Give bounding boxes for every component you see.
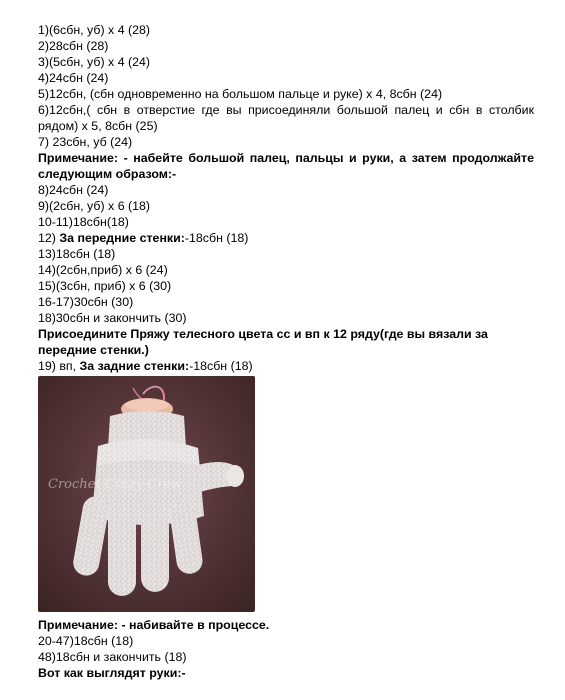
row-20-47: 20-47)18сбн (18) <box>38 634 134 648</box>
row-12 <box>38 230 534 246</box>
stuffing-note: Примечание: - набейте большой палец, пальцы и руки, а затем продолжайте следующим образом:- <box>38 151 534 181</box>
row-12-rest: -18сбн (18) <box>184 231 249 245</box>
glove-illustration <box>38 376 255 612</box>
row-13: 13)18сбн (18) <box>38 247 116 261</box>
row-48: 48)18сбн и закончить (18) <box>38 650 187 664</box>
row-3: 3)(5сбн, уб) х 4 (24) <box>38 55 151 69</box>
row-19 <box>38 358 534 374</box>
photo-watermark: Crochet Crazy Crew <box>48 477 182 492</box>
row-4: 4)24сбн (24) <box>38 71 109 85</box>
row-2: 2)28сбн (28) <box>38 39 109 53</box>
row-8: 8)24сбн (24) <box>38 183 109 197</box>
row-16-17: 16-17)30сбн (30) <box>38 295 134 309</box>
row-19-bold: За задние стенки: <box>79 359 190 373</box>
row-12-prefix: 12) <box>38 231 60 245</box>
row-9: 9)(2сбн, уб) х 6 (18) <box>38 199 151 213</box>
row-19-prefix: 19) вп, <box>38 359 80 373</box>
crochet-hand-photo <box>38 376 255 612</box>
row-12-bold: За передние стенки: <box>59 231 185 245</box>
row-1: 1)(6сбн, уб) х 4 (28) <box>38 23 151 37</box>
row-15: 15)(3сбн, приб) х 6 (30) <box>38 279 172 293</box>
document-page <box>38 22 534 681</box>
row-5: 5)12сбн, (сбн одновременно на большом пальце и руке) х 4, 8сбн (24) <box>38 87 443 101</box>
join-yarn-note: Присоедините Пряжу телесного цвета сс и вп к 12 ряду(где вы вязали за передние стенки.) <box>38 327 488 357</box>
hands-caption: Вот как выглядят руки:- <box>38 666 186 680</box>
row-7: 7) 23сбн, уб (24) <box>38 135 133 149</box>
row-10-11: 10-11)18сбн(18) <box>38 215 129 229</box>
process-note: Примечание: - набивайте в процессе. <box>38 618 270 632</box>
row-6: 6)12сбн,( сбн в отверстие где вы присоединяли большой палец и сбн в столбик рядом) х 5, 8сбн (25) <box>38 103 534 133</box>
row-19-rest: -18сбн (18) <box>189 359 253 373</box>
row-18: 18)30сбн и закончить (30) <box>38 311 187 325</box>
row-14: 14)(2сбн,приб) х 6 (24) <box>38 263 168 277</box>
